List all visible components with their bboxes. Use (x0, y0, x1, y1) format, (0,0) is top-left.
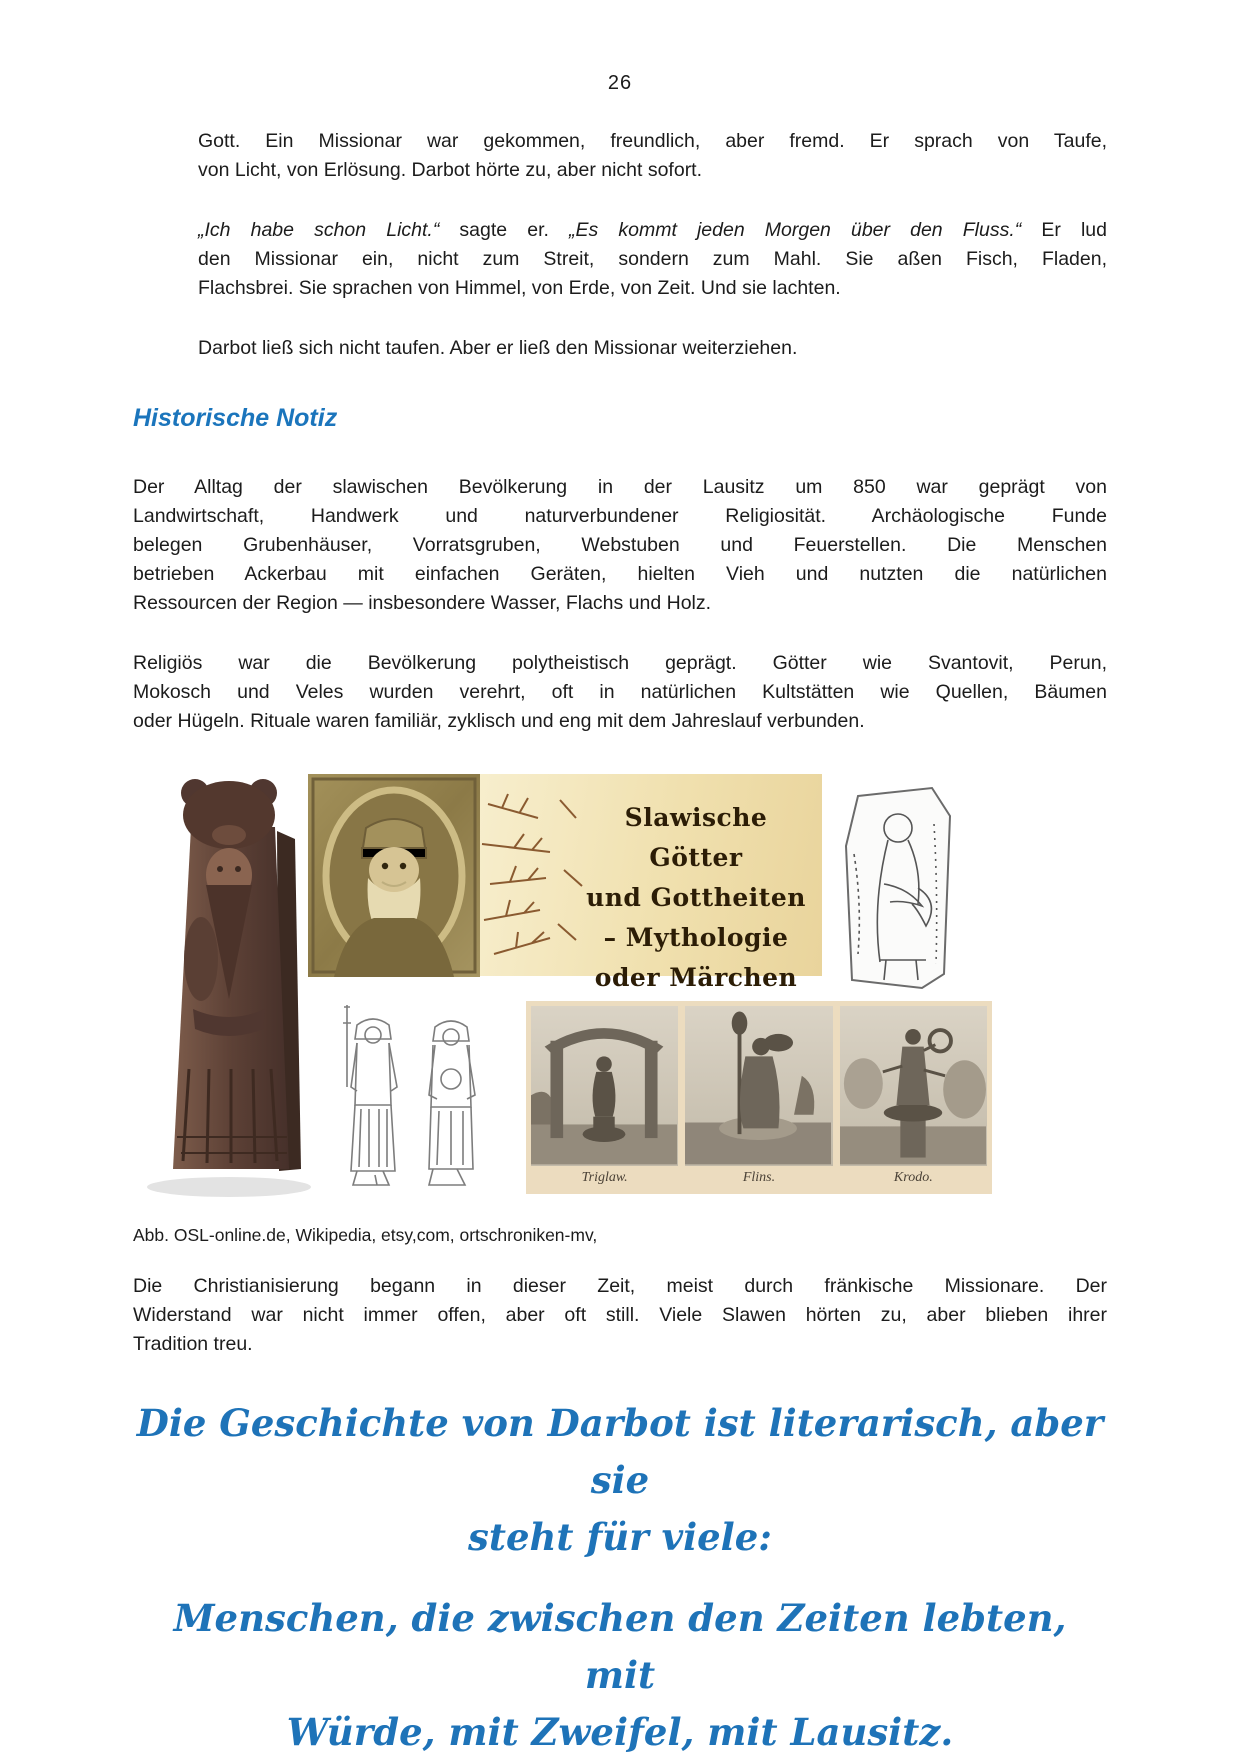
golden-portrait-drawing (308, 774, 480, 977)
engraving-flins-picture (685, 1006, 832, 1166)
banner-title (578, 798, 814, 998)
text-line: Religiös war die Bevölkerung polytheistisch geprägt. Götter wie Svantovit, Perun, (133, 652, 1107, 674)
text-line: Der Alltag der slawischen Bevölkerung in der Lausitz um 850 war geprägt von (133, 476, 1107, 498)
image-collage (133, 767, 1107, 1199)
triglaw-drawing (531, 1006, 677, 1166)
section-heading-historische-notiz: Historische Notiz (133, 404, 338, 432)
engraving-krodo (840, 1006, 987, 1194)
story-paragraph-1 (198, 127, 1107, 185)
golden-portrait-image (308, 774, 480, 977)
text-line: Menschen, die zwischen den Zeiten lebten, mit (173, 1596, 1067, 1697)
stone-relief-sketch-image (838, 784, 956, 992)
text-line: betrieben Ackerbau mit einfachen Geräten, hielten Vieh und nutzten die natürlichen (133, 563, 1107, 585)
flins-drawing (685, 1006, 831, 1166)
text-line: Die Geschichte von Darbot ist literarisch, aber sie (136, 1401, 1104, 1502)
image-sources-caption: Abb. OSL-online.de, Wikipedia, etsy,com, ortschroniken-mv, (133, 1225, 598, 1245)
text-line: oder Märchen (594, 963, 798, 992)
text-line: belegen Grubenhäuser, Vorratsgruben, Webstuben und Feuerstellen. Die Menschen (133, 534, 1107, 556)
christianisierung-paragraph (133, 1272, 1107, 1359)
text-line: Flachsbrei. Sie sprachen von Himmel, von Erde, von Zeit. Und sie lachten. (198, 277, 841, 299)
text-line: Würde, mit Zweifel, mit Lausitz. (286, 1710, 954, 1753)
text-line: den Missionar ein, nicht zum Streit, sondern zum Mahl. Sie aßen Fisch, Fladen, (198, 248, 1107, 270)
text-line: Die Christianisierung begann in dieser Zeit, meist durch fränkische Missionare. Der (133, 1275, 1107, 1297)
text-line: von Licht, von Erlösung. Darbot hörte zu, aber nicht sofort. (198, 159, 703, 181)
text-line: Ressourcen der Region — insbesondere Wasser, Flachs und Holz. (133, 592, 712, 614)
text-line: Tradition treu. (133, 1333, 253, 1355)
closing-quote-1 (133, 1395, 1107, 1566)
wooden-statue-image (137, 769, 323, 1199)
engraving-krodo-picture (840, 1006, 987, 1166)
text-line: – Mythologie (603, 923, 789, 952)
story-paragraph-2 (198, 216, 1107, 303)
history-paragraph-2 (133, 649, 1107, 736)
text-line: Widerstand war nicht immer offen, aber oft still. Viele Slawen hörten zu, aber blieben ihrer (133, 1304, 1107, 1326)
text-line: oder Hügeln. Rituale waren familiär, zyklisch und eng mit dem Jahreslauf verbunden. (133, 710, 865, 732)
engraving-caption-flins: Flins. (742, 1170, 776, 1185)
text-line: Darbot ließ sich nicht taufen. Aber er ließ den Missionar weiterziehen. (198, 337, 798, 359)
parchment-banner-image (480, 774, 822, 992)
stone-relief-drawing (838, 784, 956, 992)
story-paragraph-3 (198, 334, 1107, 363)
text-segment: „Es kommt jeden Morgen über den Fluss.“ (569, 219, 1042, 241)
text-line: steht für viele: (468, 1515, 772, 1559)
page-content (133, 72, 1107, 1753)
engravings-strip (526, 1001, 992, 1194)
text-segment: „Ich habe schon Licht.“ (198, 219, 460, 241)
closing-script-block (133, 1395, 1107, 1753)
figure-sketches-image (333, 995, 499, 1199)
engraving-flins (685, 1006, 832, 1194)
text-line: Gott. Ein Missionar war gekommen, freundlich, aber fremd. Er sprach von Taufe, (198, 130, 1107, 152)
engraving-caption-triglaw: Triglaw. (581, 1170, 628, 1185)
text-line (198, 216, 1107, 245)
text-segment: Er lud (1041, 219, 1107, 241)
text-line: Landwirtschaft, Handwerk und naturverbundener Religiosität. Archäologische Funde (133, 505, 1107, 527)
text-segment: sagte er. (459, 219, 570, 241)
figure-sketches-drawing (333, 995, 499, 1199)
page-number: 26 (607, 72, 633, 94)
engraving-triglaw (531, 1006, 678, 1194)
text-line: und Gottheiten (586, 883, 806, 912)
history-paragraph-1 (133, 473, 1107, 618)
krodo-drawing (840, 1006, 986, 1166)
closing-quote-2 (133, 1590, 1107, 1753)
engraving-caption-krodo: Krodo. (893, 1170, 933, 1185)
wooden-statue-drawing (137, 769, 323, 1199)
text-line: Mokosch und Veles wurden verehrt, oft in natürlichen Kultstätten wie Quellen, Bäumen (133, 681, 1107, 703)
text-line: Slawische Götter (624, 803, 768, 872)
engraving-triglaw-picture (531, 1006, 678, 1166)
